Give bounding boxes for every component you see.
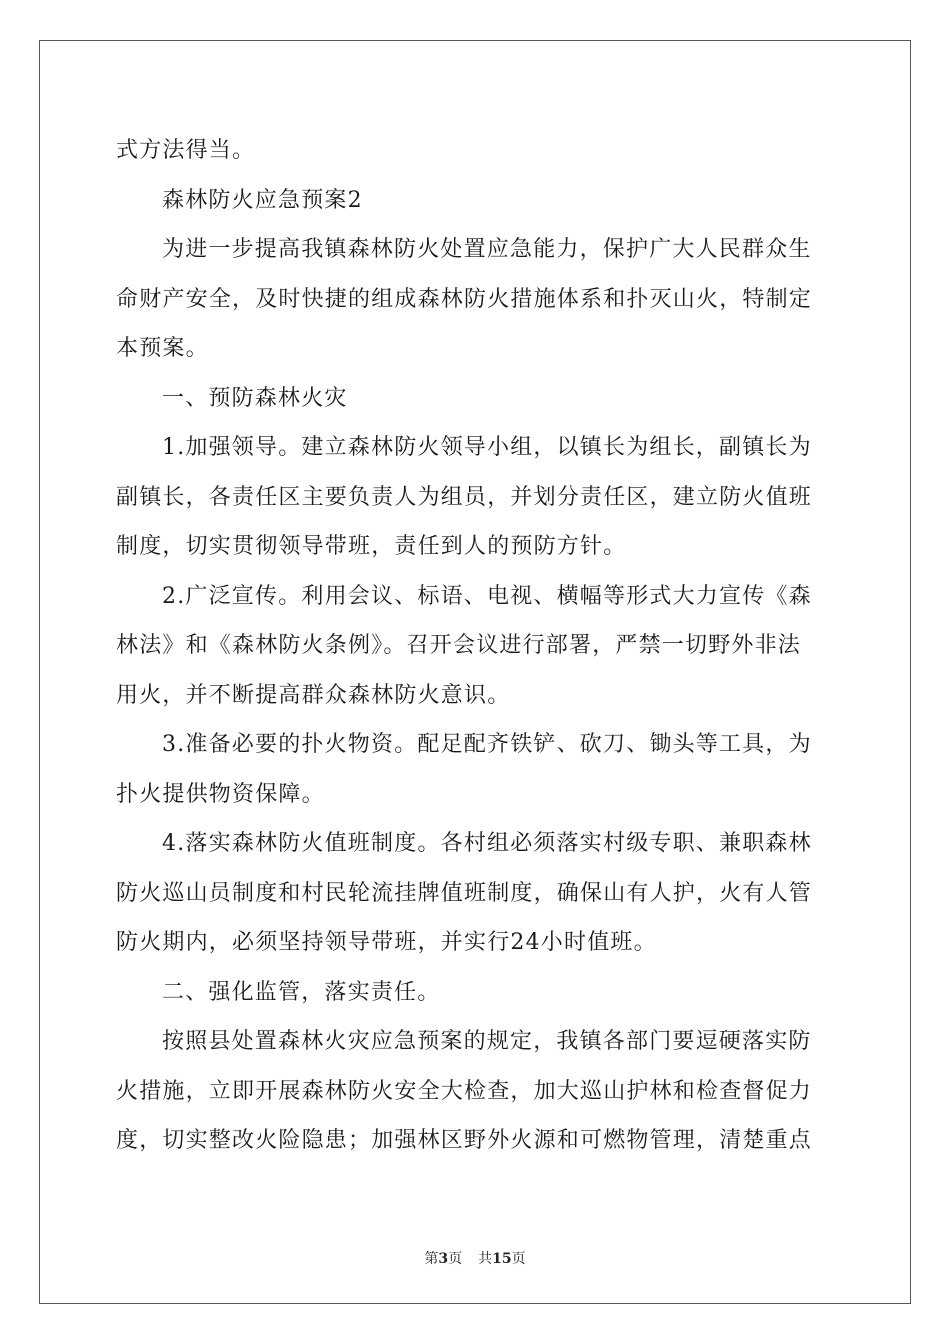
text-line: 制度，切实贯彻领导带班，责任到人的预防方针。: [116, 534, 627, 559]
text-line: 式方法得当。: [116, 138, 256, 163]
text-line: 用火，并不断提高群众森林防火意识。: [116, 682, 511, 708]
text-line: 副镇长，各责任区主要负责人为组员，并划分责任区，建立防火值班: [116, 484, 813, 510]
text-line: 防火巡山员制度和村民轮流挂牌值班制度，确保山有人护，火有人管: [116, 880, 813, 906]
section-heading: 二、强化监管，落实责任。: [162, 979, 441, 1005]
section-heading: 一、预防森林火灾: [162, 385, 348, 411]
total-suffix: 页: [511, 1251, 526, 1267]
text-line: 度，切实整改火险隐患；加强林区野外火源和可燃物管理，清楚重点: [116, 1128, 813, 1153]
text-line: 2.广泛宣传。利用会议、标语、电视、横幅等形式大力宣传《森: [162, 583, 812, 609]
page-suffix: 页: [448, 1251, 463, 1267]
page-prefix: 第: [424, 1251, 439, 1267]
section-title: 森林防火应急预案2: [162, 187, 363, 213]
page-current: 3: [438, 1251, 449, 1267]
text-line: 防火期内，必须坚持领导带班，并实行24小时值班。: [116, 930, 657, 955]
text-line: 为进一步提高我镇森林防火处置应急能力，保护广大人民群众生: [162, 237, 812, 262]
text-line: 本预案。: [116, 336, 209, 361]
total-prefix: 共: [478, 1251, 493, 1267]
document-body: [116, 126, 836, 1166]
text-line: 火措施，立即开展森林防火安全大检查，加大巡山护林和检查督促力: [116, 1078, 813, 1104]
page-footer: [0, 1248, 950, 1268]
text-line: 命财产安全，及时快捷的组成森林防火措施体系和扑灭山火，特制定: [116, 286, 813, 312]
text-line: 扑火提供物资保障。: [116, 781, 325, 807]
text-line: 4.落实森林防火值班制度。各村组必须落实村级专职、兼职森林: [162, 831, 812, 856]
text-line: 3.准备必要的扑火物资。配足配齐铁铲、砍刀、锄头等工具，为: [162, 732, 812, 757]
text-line: 1.加强领导。建立森林防火领导小组，以镇长为组长，副镇长为: [162, 435, 812, 460]
page-total: 15: [492, 1251, 512, 1267]
text-line: 按照县处置森林火灾应急预案的规定，我镇各部门要逗硬落实防: [162, 1029, 812, 1054]
text-line: 林法》和《森林防火条例》。召开会议进行部署，严禁一切野外非法: [116, 633, 802, 658]
